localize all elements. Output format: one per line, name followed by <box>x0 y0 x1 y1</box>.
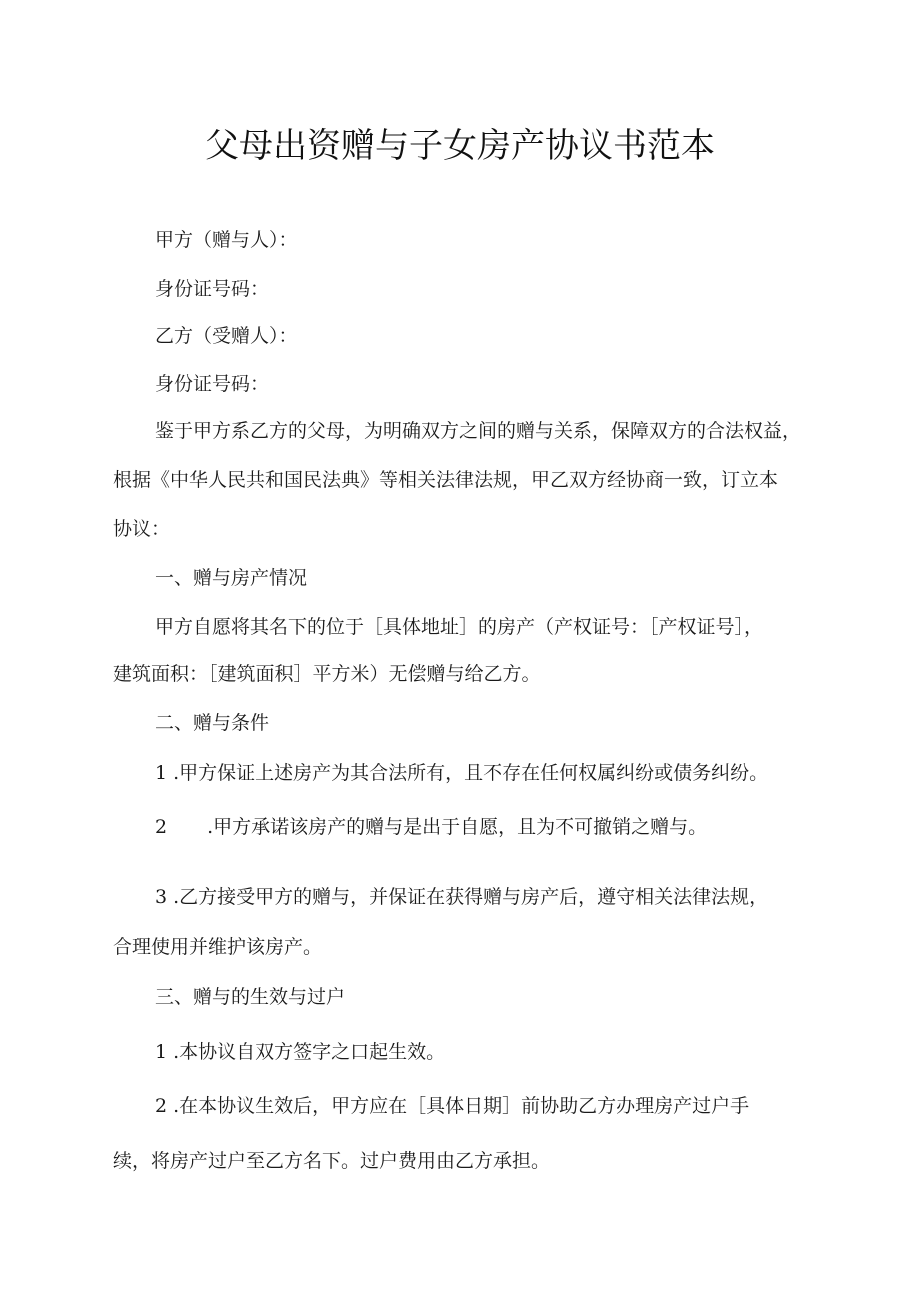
preamble-line-3: 协议： <box>113 518 171 540</box>
document-title: 父母出资赠与子女房产协议书范本 <box>205 126 715 166</box>
section-3-heading: 三、赠与的生效与过户 <box>155 986 346 1008</box>
section-2-item-2 <box>155 815 707 839</box>
section-3-item-2-line-2: 续，将房产过户至乙方名下。过户费用由乙方承担。 <box>113 1150 551 1172</box>
section-2-item-2-number: 2 <box>155 816 168 838</box>
section-1-line-2: 建筑面积：［建筑面积］平方米）无偿赠与给乙方。 <box>113 663 541 685</box>
section-2-item-3-line-2: 合理使用并维护该房产。 <box>113 936 323 958</box>
section-3-item-1: 1 .本协议自双方签字之口起生效。 <box>155 1041 446 1063</box>
party-b-id-label: 身份证号码： <box>155 373 270 395</box>
party-b-label: 乙方（受赠人）： <box>155 325 298 347</box>
section-2-item-2-text: .甲方承诺该房产的赠与是出于自愿，且为不可撤销之赠与。 <box>207 816 708 838</box>
section-1-heading: 一、赠与房产情况 <box>155 567 308 589</box>
preamble-line-1: 鉴于甲方系乙方的父母，为明确双方之间的赠与关系，保障双方的合法权益， <box>155 420 802 442</box>
party-a-label: 甲方（赠与人）： <box>155 229 298 251</box>
party-a-id-label: 身份证号码： <box>155 278 270 300</box>
section-2-item-3-line-1: 3 .乙方接受甲方的赠与，并保证在获得赠与房产后，遵守相关法律法规， <box>155 886 769 908</box>
section-3-item-2-line-1: 2 .在本协议生效后，甲方应在［具体日期］前协助乙方办理房产过户手 <box>155 1095 750 1117</box>
section-1-line-1: 甲方自愿将其名下的位于［具体地址］的房产（产权证号：［产权证号］， <box>155 616 764 638</box>
section-2-heading: 二、赠与条件 <box>155 712 270 734</box>
section-2-item-1: 1 .甲方保证上述房产为其合法所有，且不存在任何权属纠纷或债务纠纷。 <box>155 762 769 784</box>
preamble-line-2: 根据《中华人民共和国民法典》等相关法律法规，甲乙双方经协商一致，订立本 <box>113 469 779 491</box>
